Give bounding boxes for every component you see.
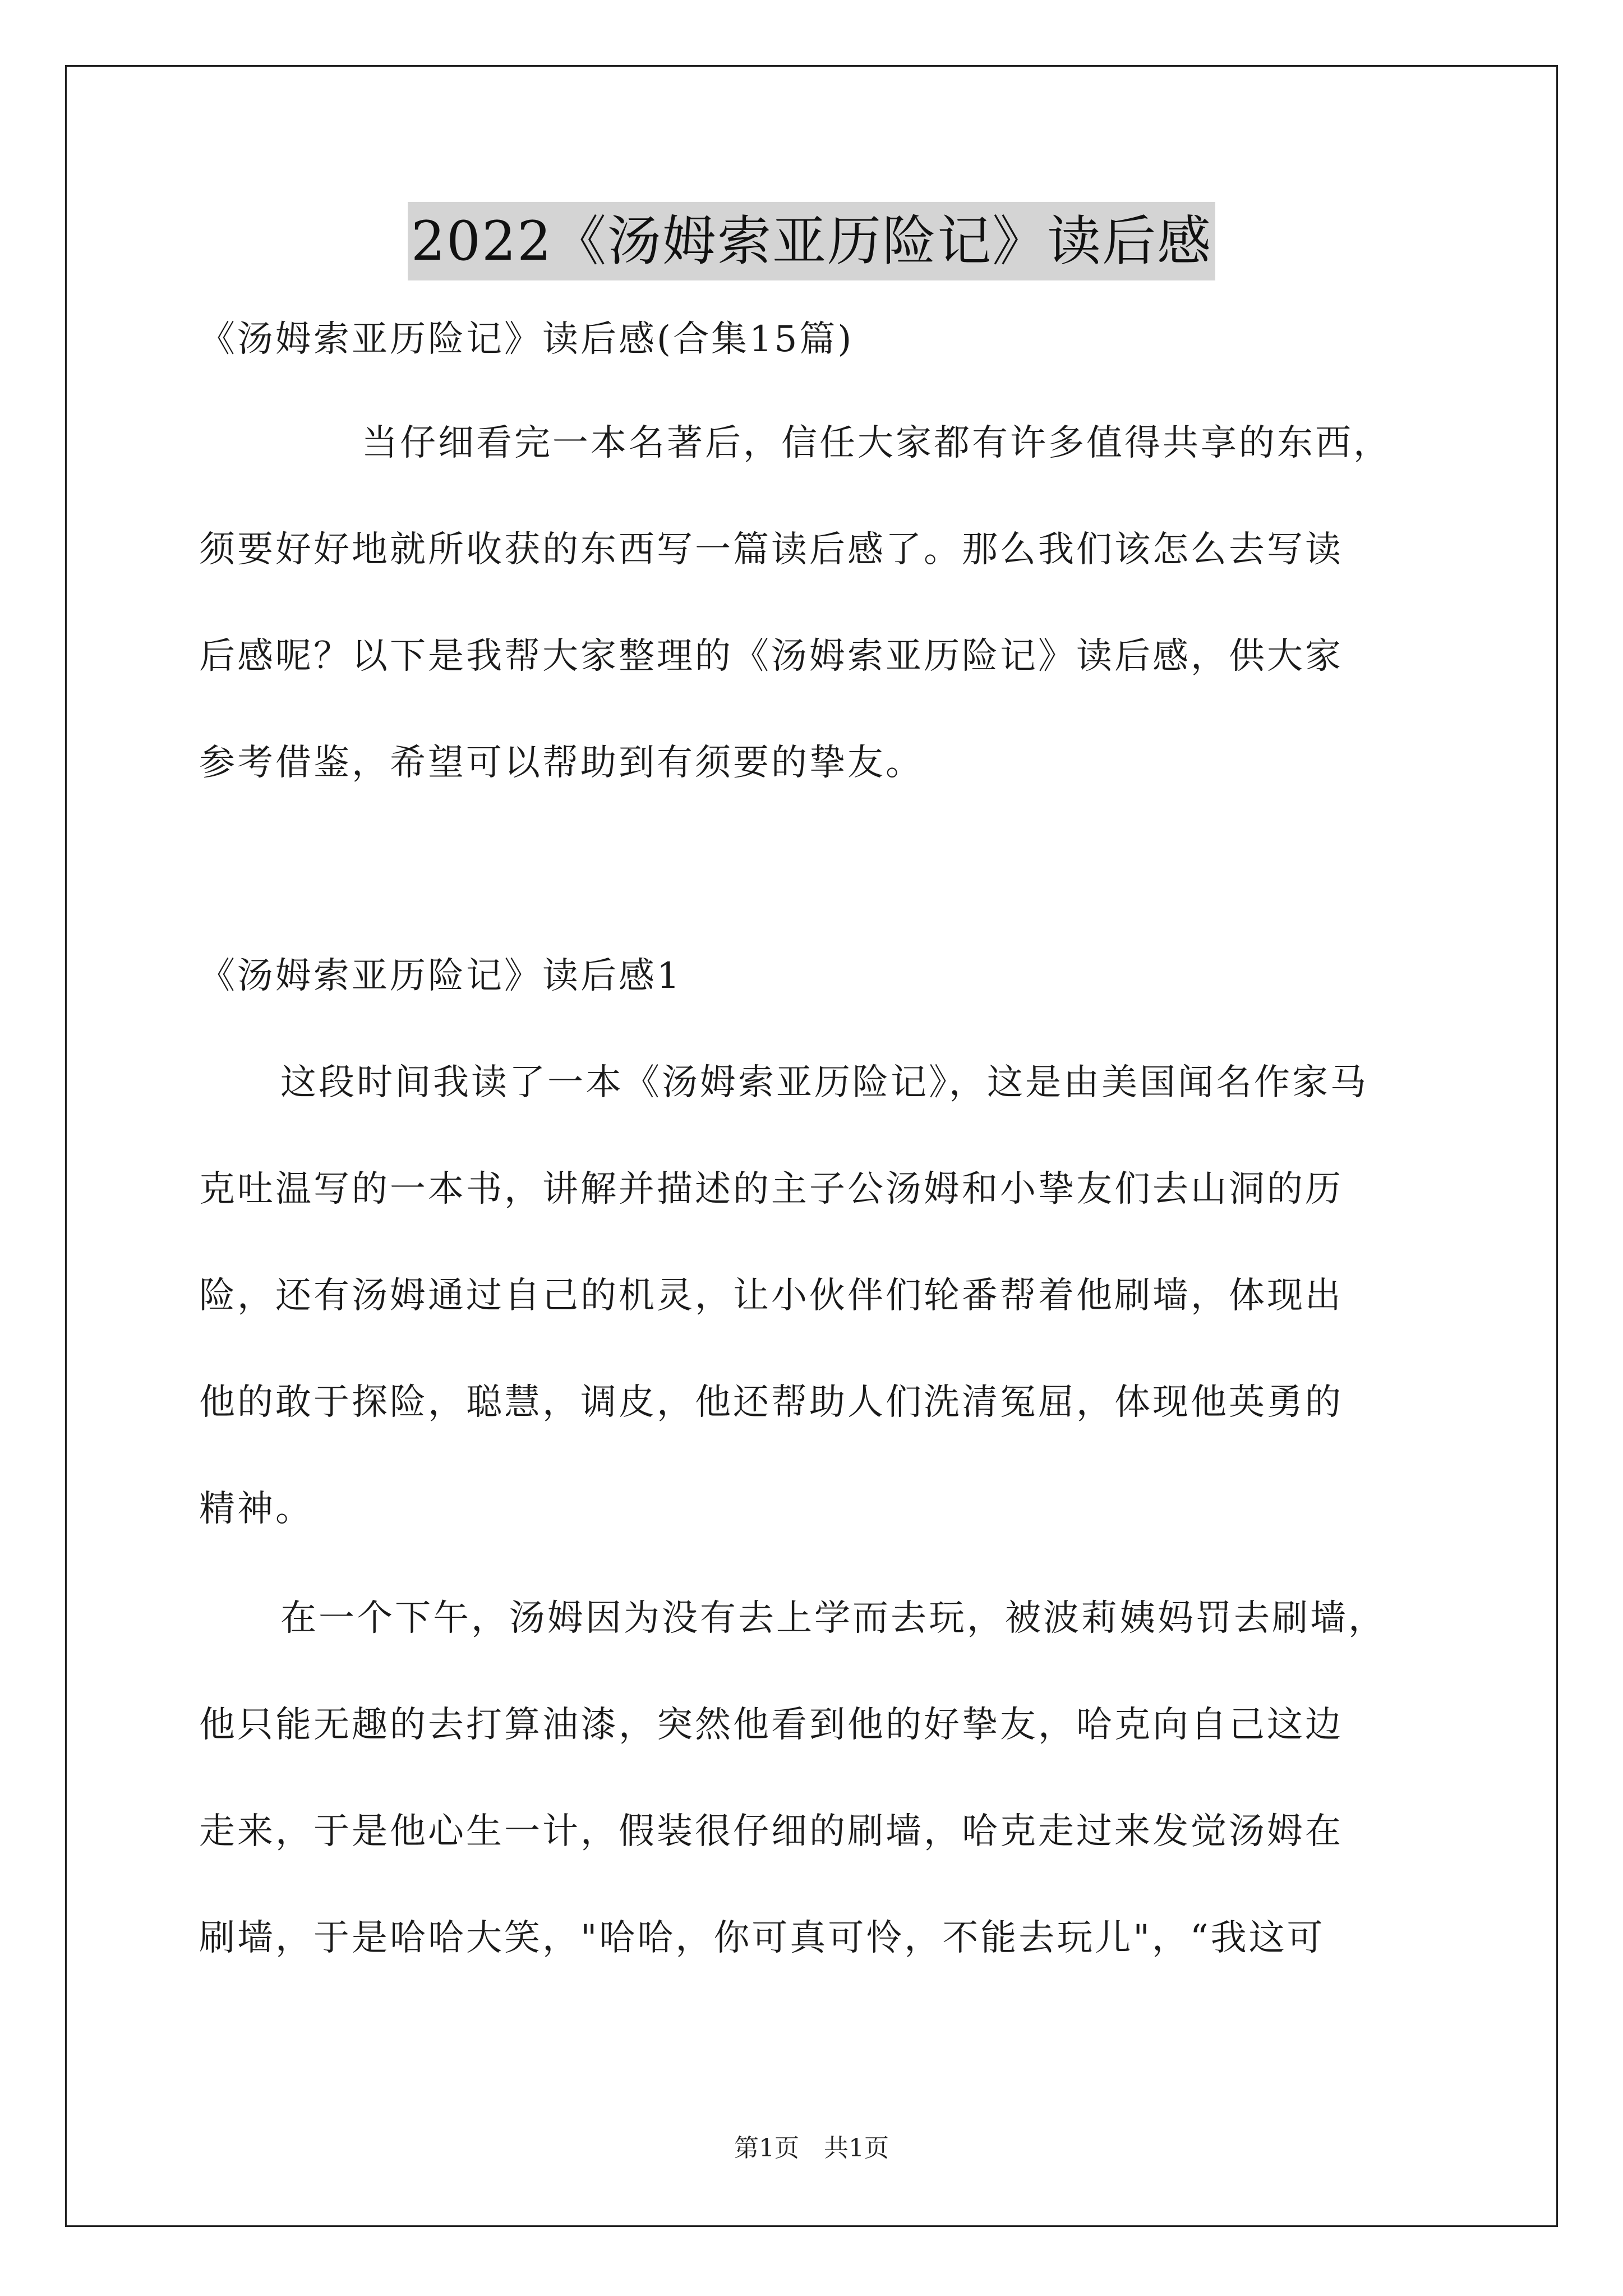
paragraph-line: 在一个下午，汤姆因为没有去上学而去玩，被波莉姨妈罚去刷墙， [280, 1598, 1386, 1639]
intro-line: 当仔细看完一本名著后，信任大家都有许多值得共享的东西， [362, 422, 1391, 464]
intro-line: 后感呢？以下是我帮大家整理的《汤姆索亚历险记》读后感，供大家 [199, 636, 1343, 677]
intro-line: 参考借鉴，希望可以帮助到有须要的挚友。 [199, 742, 924, 784]
paragraph-line: 走来，于是他心生一计，假装很仔细的刷墙，哈克走过来发觉汤姆在 [199, 1811, 1343, 1852]
paragraph-line: 他的敢于探险，聪慧，调皮，他还帮助人们洗清冤屈，体现他英勇的 [199, 1382, 1343, 1423]
paragraph-line: 精神。 [199, 1488, 313, 1530]
section-heading: 《汤姆索亚历险记》读后感1 [199, 955, 682, 997]
title-container [0, 202, 1623, 280]
paragraph-line: 他只能无趣的去打算油漆，突然他看到他的好挚友，哈克向自己这边 [199, 1704, 1343, 1746]
document-title: 2022《汤姆索亚历险记》读后感 [408, 202, 1215, 280]
page-footer: 第1页 共1页 [734, 2134, 889, 2162]
paragraph-line: 克吐温写的一本书，讲解并描述的主子公汤姆和小挚友们去山洞的历 [199, 1168, 1343, 1210]
document-subtitle: 《汤姆索亚历险记》读后感(合集15篇) [199, 319, 854, 360]
paragraph-line: 刷墙，于是哈哈大笑，"哈哈，你可真可怜，不能去玩儿"，“我这可 [199, 1917, 1325, 1959]
paragraph-line: 这段时间我读了一本《汤姆索亚历险记》，这是由美国闻名作家马 [280, 1062, 1368, 1103]
page-border [65, 65, 1558, 2227]
intro-line: 须要好好地就所收获的东西写一篇读后感了。那么我们该怎么去写读 [199, 529, 1343, 570]
paragraph-line: 险，还有汤姆通过自己的机灵，让小伙伴们轮番帮着他刷墙，体现出 [199, 1275, 1343, 1317]
